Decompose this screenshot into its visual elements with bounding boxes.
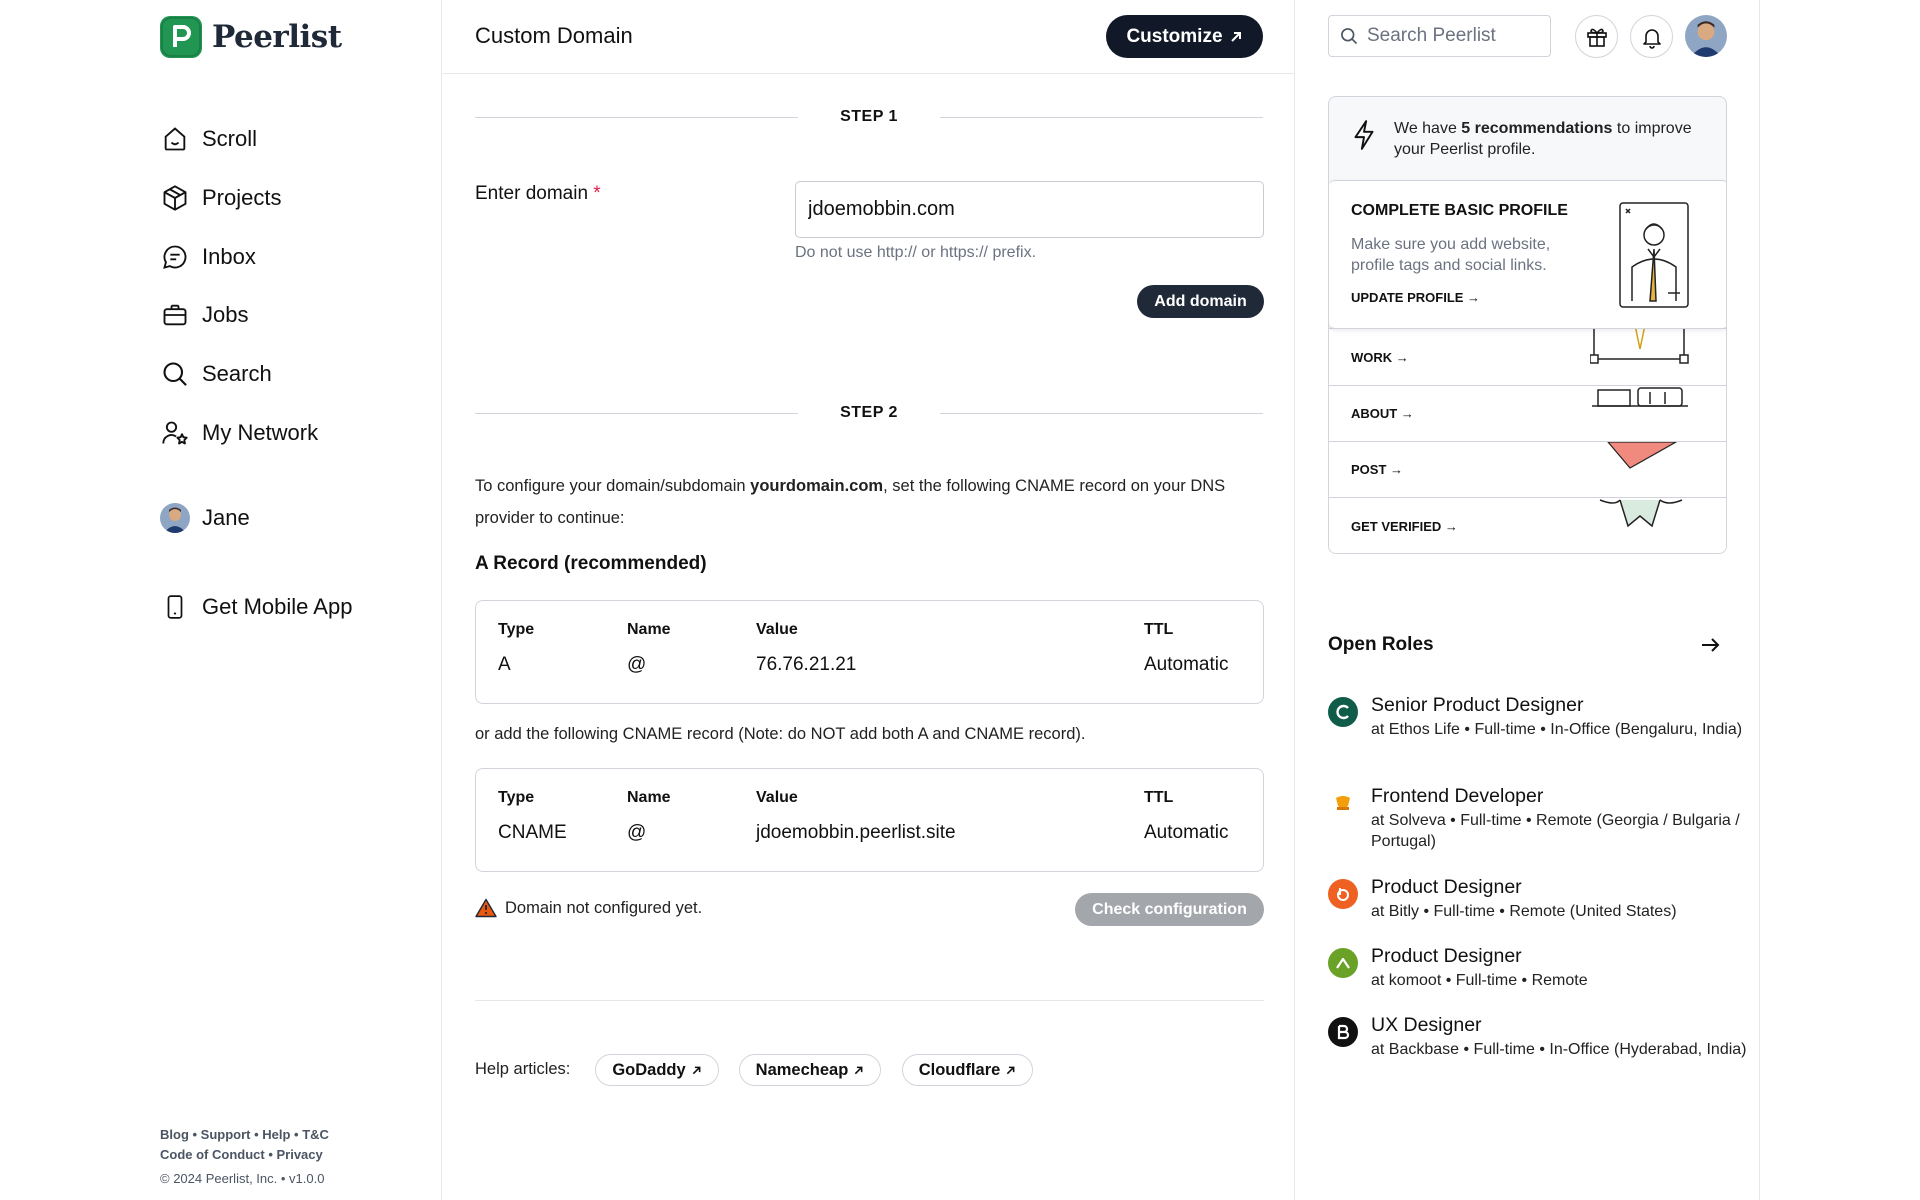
domain-input[interactable] xyxy=(795,181,1264,238)
box-icon xyxy=(160,183,190,213)
add-domain-button[interactable]: Add domain xyxy=(1137,285,1264,318)
bell-icon xyxy=(1640,25,1664,49)
cname-record-name: @ xyxy=(627,822,647,843)
ttl-header: TTL xyxy=(1144,621,1174,638)
cname-note: or add the following CNAME record (Note: do NOT add both A and CNAME record). xyxy=(475,725,1086,743)
recommendations-header xyxy=(1329,97,1727,181)
config-text-domain: yourdomain.com xyxy=(750,477,884,495)
role-title: Product Designer xyxy=(1371,945,1522,967)
role-title: Frontend Developer xyxy=(1371,785,1544,807)
open-roles-title: Open Roles xyxy=(1328,634,1434,655)
search-icon xyxy=(160,359,190,389)
search-icon xyxy=(1339,26,1359,46)
section-divider xyxy=(475,1000,1264,1001)
network-icon xyxy=(160,418,190,448)
a-record-table xyxy=(475,600,1264,704)
recommendation-post[interactable] xyxy=(1329,441,1727,498)
status-text: Domain not configured yet. xyxy=(505,898,703,917)
footer-links-line2[interactable]: Code of Conduct • Privacy xyxy=(160,1147,323,1162)
nav-label: Inbox xyxy=(202,243,256,269)
about-illustration-icon xyxy=(1590,386,1690,408)
komoot-logo-icon xyxy=(1328,948,1358,978)
post-link[interactable]: POST → xyxy=(1351,462,1404,477)
user-name: Jane xyxy=(202,505,250,530)
record-name-col xyxy=(627,789,671,844)
nav-label: Projects xyxy=(202,185,282,211)
right-sidebar xyxy=(1296,0,1920,1200)
nav-item-jobs[interactable] xyxy=(160,286,318,345)
role-meta: at Bitly • Full-time • Remote (United States) xyxy=(1371,903,1677,920)
right-border xyxy=(1759,0,1760,1200)
footer-links[interactable] xyxy=(160,1125,329,1165)
role-meta: at Backbase • Full-time • In-Office (Hyderabad, India) xyxy=(1371,1041,1747,1058)
warning-icon xyxy=(475,898,497,918)
nav-item-projects[interactable] xyxy=(160,169,318,228)
ethos-life-logo-icon xyxy=(1328,697,1358,727)
profile-illustration-icon xyxy=(1618,201,1690,309)
recommendations-card xyxy=(1328,96,1727,554)
work-illustration-icon xyxy=(1590,325,1690,365)
required-mark: * xyxy=(593,183,601,204)
help-link-label: GoDaddy xyxy=(612,1060,686,1079)
record-type-col xyxy=(498,621,534,676)
name-header: Name xyxy=(627,621,671,638)
copyright: © 2024 Peerlist, Inc. • v1.0.0 xyxy=(160,1171,325,1186)
type-header: Type xyxy=(498,789,535,806)
domain-status xyxy=(475,898,702,918)
record-ttl-col xyxy=(1144,621,1228,676)
customize-label: Customize xyxy=(1126,25,1223,47)
recommendation-get-verified[interactable] xyxy=(1329,497,1727,554)
avatar xyxy=(1685,15,1727,57)
step-2-label: STEP 2 xyxy=(840,404,898,421)
peerlist-wordmark: Peerlist xyxy=(212,19,342,55)
role-meta: at Ethos Life • Full-time • In-Office (Bengaluru, India) xyxy=(1371,721,1743,738)
value-header: Value xyxy=(756,789,798,806)
nav-item-my-network[interactable] xyxy=(160,403,318,462)
cname-record-ttl: Automatic xyxy=(1144,822,1229,843)
rec-post: to improve your Peerlist profile. xyxy=(1394,120,1692,158)
nav-label: Scroll xyxy=(202,126,258,152)
domain-label xyxy=(475,183,601,205)
page-title: Custom Domain xyxy=(475,23,633,48)
a-record-type: A xyxy=(498,654,511,675)
divider-line xyxy=(940,117,1263,118)
domain-hint: Do not use http:// or https:// prefix. xyxy=(795,244,1037,261)
help-link-godaddy[interactable] xyxy=(595,1054,719,1086)
arrow-right-icon[interactable] xyxy=(1699,634,1721,656)
cname-record-type: CNAME xyxy=(498,822,567,843)
record-ttl-col xyxy=(1144,789,1228,844)
nav-label: My Network xyxy=(202,419,319,445)
work-link[interactable]: WORK → xyxy=(1351,350,1409,365)
record-type-col xyxy=(498,789,567,844)
config-text-before: To configure your domain/subdomain xyxy=(475,477,751,495)
main-nav xyxy=(160,110,318,462)
gift-button[interactable] xyxy=(1575,15,1618,58)
lightning-icon xyxy=(1351,119,1377,151)
divider-line xyxy=(475,413,798,414)
record-name-col xyxy=(627,621,671,676)
ttl-header: TTL xyxy=(1144,789,1174,806)
left-sidebar xyxy=(0,0,442,1200)
role-title: Product Designer xyxy=(1371,876,1522,898)
domain-label-text: Enter domain xyxy=(475,183,589,204)
nav-item-search[interactable] xyxy=(160,345,318,404)
about-link[interactable]: ABOUT → xyxy=(1351,406,1414,421)
help-link-label: Namecheap xyxy=(755,1060,849,1079)
footer-links-line1[interactable]: Blog • Support • Help • T&C xyxy=(160,1127,329,1142)
type-header: Type xyxy=(498,621,535,638)
a-record-title: A Record (recommended) xyxy=(475,553,707,574)
peerlist-logo[interactable] xyxy=(160,16,342,58)
peerlist-logo-mark-icon xyxy=(160,16,202,58)
step-2-divider xyxy=(475,401,1263,425)
a-record-name: @ xyxy=(627,654,647,675)
cname-record-table xyxy=(475,768,1264,872)
external-arrow-icon xyxy=(853,1065,864,1076)
avatar xyxy=(160,503,190,533)
customize-button[interactable] xyxy=(1106,15,1263,58)
role-title: UX Designer xyxy=(1371,1014,1482,1036)
main-header xyxy=(443,0,1294,74)
recommendation-work[interactable] xyxy=(1329,328,1727,386)
help-link-label: Cloudflare xyxy=(918,1060,1001,1079)
help-link-cloudflare[interactable] xyxy=(902,1054,1033,1086)
solveva-logo-icon xyxy=(1328,788,1358,818)
nav-item-inbox[interactable] xyxy=(160,227,318,286)
backbase-logo-icon xyxy=(1328,1017,1358,1047)
role-meta: at komoot • Full-time • Remote xyxy=(1371,972,1588,989)
recommendations-summary xyxy=(1394,118,1714,160)
get-mobile-app-link[interactable] xyxy=(160,592,352,622)
value-header: Value xyxy=(756,621,798,638)
complete-profile-description: Make sure you add website, profile tags and social links. xyxy=(1351,236,1551,274)
get-verified-link[interactable]: GET VERIFIED → xyxy=(1351,519,1458,534)
user-avatar-button[interactable] xyxy=(1685,15,1727,57)
step-1-label: STEP 1 xyxy=(840,108,898,125)
external-arrow-icon xyxy=(1005,1065,1016,1076)
bitly-logo-icon xyxy=(1328,879,1358,909)
search-input[interactable] xyxy=(1367,25,1537,47)
recommendation-complete-profile xyxy=(1329,180,1727,329)
nav-label: Search xyxy=(202,361,272,387)
name-header: Name xyxy=(627,789,671,806)
gift-icon xyxy=(1585,25,1609,49)
post-illustration-icon xyxy=(1590,442,1690,470)
phone-icon xyxy=(160,592,190,622)
config-text-after: , set the following CNAME record on your DNS provider to continue: xyxy=(475,477,1226,527)
search-bar[interactable] xyxy=(1328,15,1551,57)
step-1-divider xyxy=(475,105,1263,129)
main-content xyxy=(443,0,1295,1200)
divider-line xyxy=(475,117,798,118)
divider-line xyxy=(940,413,1263,414)
role-title: Senior Product Designer xyxy=(1371,694,1584,716)
check-configuration-button[interactable]: Check configuration xyxy=(1075,893,1264,926)
rec-count: 5 recommendations xyxy=(1461,120,1613,137)
role-meta: at Solveva • Full-time • Remote (Georgia / Bulgaria / Portugal) xyxy=(1371,812,1740,850)
help-link-namecheap[interactable] xyxy=(739,1054,881,1086)
update-profile-link[interactable]: UPDATE PROFILE → xyxy=(1351,290,1481,305)
external-arrow-icon xyxy=(691,1065,702,1076)
chat-icon xyxy=(160,242,190,272)
external-arrow-icon xyxy=(1229,30,1243,44)
nav-item-profile[interactable] xyxy=(160,503,250,533)
a-record-ttl: Automatic xyxy=(1144,654,1229,675)
notifications-button[interactable] xyxy=(1630,15,1673,58)
cname-record-value[interactable]: jdoemobbin.peerlist.site xyxy=(756,822,956,843)
nav-item-scroll[interactable] xyxy=(160,110,318,169)
briefcase-icon xyxy=(160,300,190,330)
nav-label: Jobs xyxy=(202,302,249,328)
get-mobile-app-label: Get Mobile App xyxy=(202,594,353,619)
a-record-value[interactable]: 76.76.21.21 xyxy=(756,654,857,675)
record-value-col xyxy=(756,621,856,676)
config-instructions xyxy=(475,470,1275,534)
rec-pre: We have xyxy=(1394,120,1462,137)
verified-badge-illustration-icon xyxy=(1590,498,1690,530)
help-articles-label: Help articles: xyxy=(475,1060,571,1078)
home-icon xyxy=(160,124,190,154)
recommendation-about[interactable] xyxy=(1329,385,1727,442)
record-value-col xyxy=(756,789,956,844)
complete-profile-title: COMPLETE BASIC PROFILE xyxy=(1351,202,1568,219)
